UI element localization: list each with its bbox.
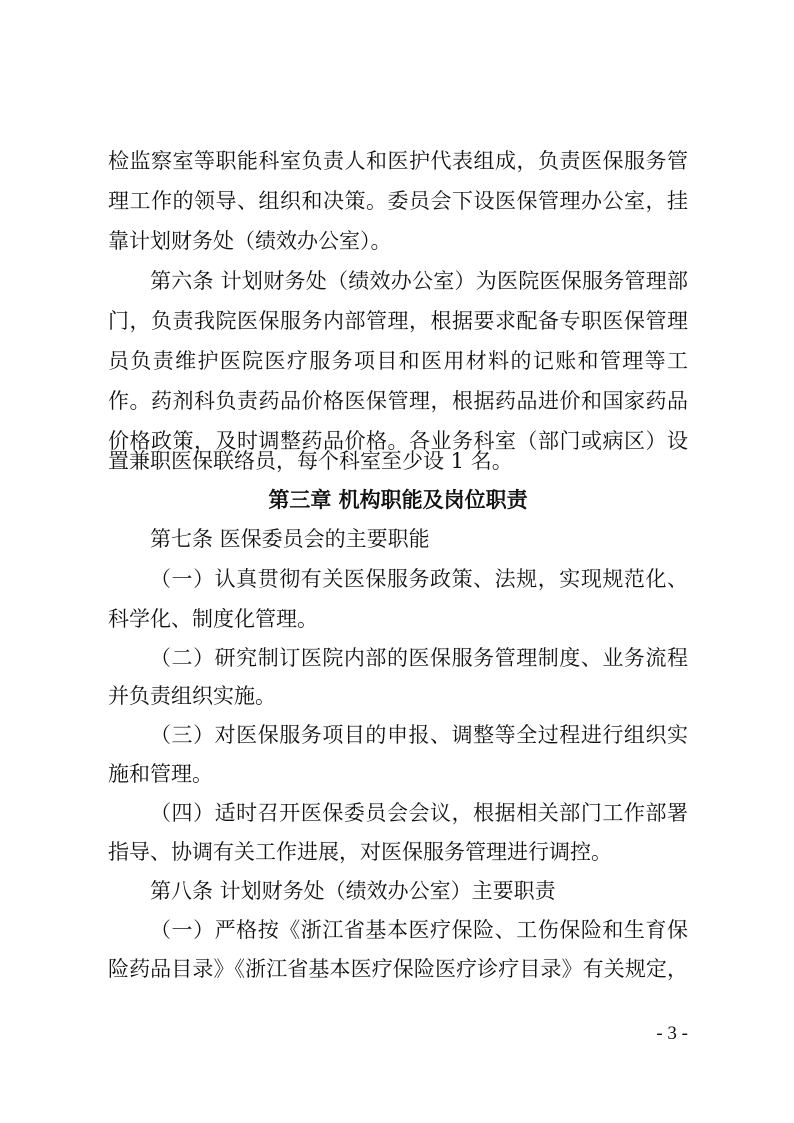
list-item-line: （四）适时召开医保委员会会议，根据相关部门工作部署: [150, 801, 688, 825]
list-item-line: （三）对医保服务项目的申报、调整等全过程进行组织实: [150, 723, 688, 747]
body-text-line: 门，负责我院医保服务内部管理，根据要求配备专职医保管理: [108, 309, 688, 333]
body-text-line: 科学化、制度化管理。: [108, 607, 318, 631]
body-text-line: 员负责维护医院医疗服务项目和医用材料的记账和管理等工: [108, 349, 688, 373]
body-text-line: 理工作的领导、组织和决策。委员会下设医保管理办公室，挂: [108, 189, 688, 213]
chapter-heading: 第三章 机构职能及岗位职责: [268, 488, 528, 512]
body-text-line: 价格政策，及时调整药品价格。各业务科室（部门或病区）设: [108, 429, 688, 453]
list-item-line: （一）认真贯彻有关医保服务政策、法规，实现规范化、: [150, 567, 688, 591]
body-text-line: 作。药剂科负责药品价格医保管理，根据药品进价和国家药品: [108, 389, 688, 413]
article-7-heading-line: 第七条 医保委员会的主要职能: [150, 527, 430, 551]
body-text-line: 险药品目录》《浙江省基本医疗保险医疗诊疗目录》有关规定，: [108, 957, 688, 981]
body-text-line: 施和管理。: [108, 762, 213, 786]
body-text-line: 并负责组织实施。: [108, 684, 276, 708]
list-item-line: （二）研究制订医院内部的医保服务管理制度、业务流程: [150, 646, 688, 670]
body-text-line: 指导、协调有关工作进展，对医保服务管理进行调控。: [108, 840, 612, 864]
body-text-line: 检监察室等职能科室负责人和医护代表组成，负责医保服务管: [108, 149, 688, 173]
list-item-line: （一）严格按《浙江省基本医疗保险、工伤保险和生育保: [150, 918, 688, 942]
article-8-heading-line: 第八条 计划财务处（绩效办公室）主要职责: [150, 879, 556, 903]
body-text-line: 靠计划财务处（绩效办公室）。: [108, 229, 392, 253]
article-6-heading-line: 第六条 计划财务处（绩效办公室）为医院医保服务管理部: [150, 269, 688, 293]
body-text-line: 置兼职医保联络员，每个科室至少设 1 名。: [108, 449, 513, 473]
page-number: - 3 -: [656, 1023, 688, 1044]
